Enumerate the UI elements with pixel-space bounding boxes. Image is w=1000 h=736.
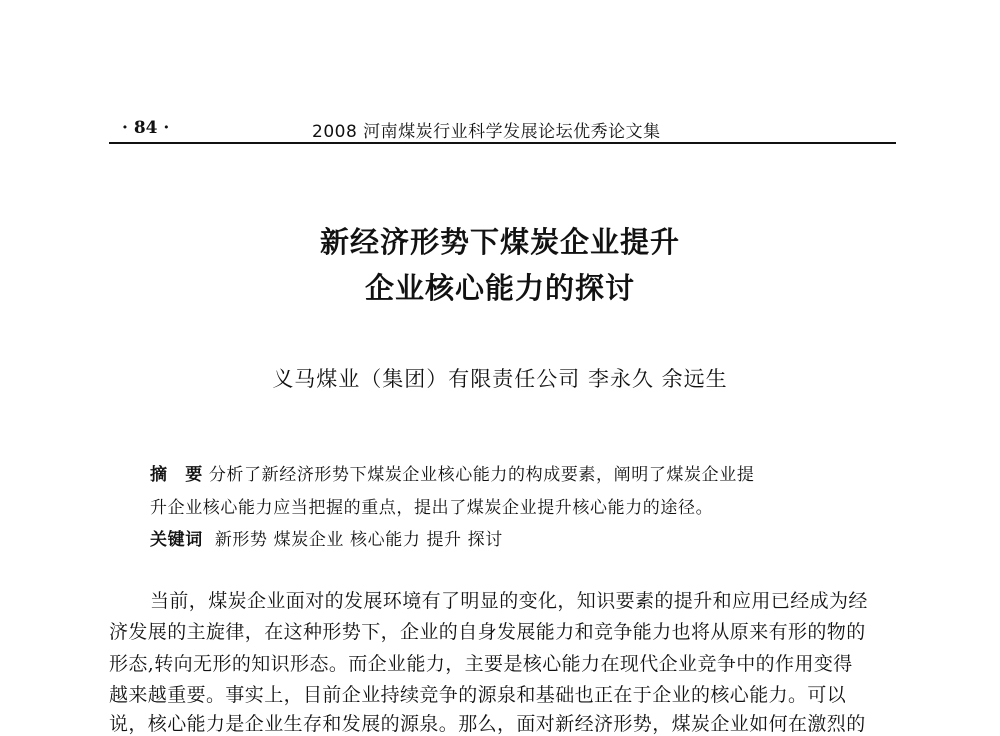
abstract	[150, 460, 754, 485]
running-header-journal-title: 2008 河南煤炭行业科学发展论坛优秀论文集	[312, 122, 661, 142]
paper-title-line-2: 企业核心能力的探讨	[364, 271, 635, 305]
keywords	[150, 525, 503, 550]
abstract-label: 摘 要	[150, 465, 203, 485]
body-paragraph-line: 说，核心能力是企业生存和发展的源泉。那么，面对新经济形势，煤炭企业如何在激烈的	[109, 713, 866, 735]
body-paragraph-line: 形态,转向无形的知识形态。而企业能力，主要是核心能力在现代企业竞争中的作用变得	[109, 653, 853, 675]
keywords-label: 关键词	[150, 530, 203, 550]
header-rule	[109, 142, 896, 144]
keywords-text: 新形势 煤炭企业 核心能力 提升 探讨	[214, 530, 503, 550]
abstract-text-line-2: 升企业核心能力应当把握的重点，提出了煤炭企业提升核心能力的途径。	[150, 498, 714, 518]
page-number: · 84 ·	[122, 118, 170, 138]
author-affiliation: 义马煤业（集团）有限责任公司 李永久 余远生	[272, 367, 728, 391]
body-paragraph-line: 越来越重要。事实上，目前企业持续竞争的源泉和基础也正在于企业的核心能力。可以	[109, 684, 847, 706]
body-paragraph-line: 济发展的主旋律，在这种形势下，企业的自身发展能力和竞争能力也将从原来有形的物的	[109, 621, 866, 643]
paper-title-line-1: 新经济形势下煤炭企业提升	[319, 225, 680, 259]
body-paragraph-line: 当前，煤炭企业面对的发展环境有了明显的变化，知识要素的提升和应用已经成为经	[150, 590, 868, 612]
abstract-text-line-1: 分析了新经济形势下煤炭企业核心能力的构成要素，阐明了煤炭企业提	[208, 465, 755, 485]
